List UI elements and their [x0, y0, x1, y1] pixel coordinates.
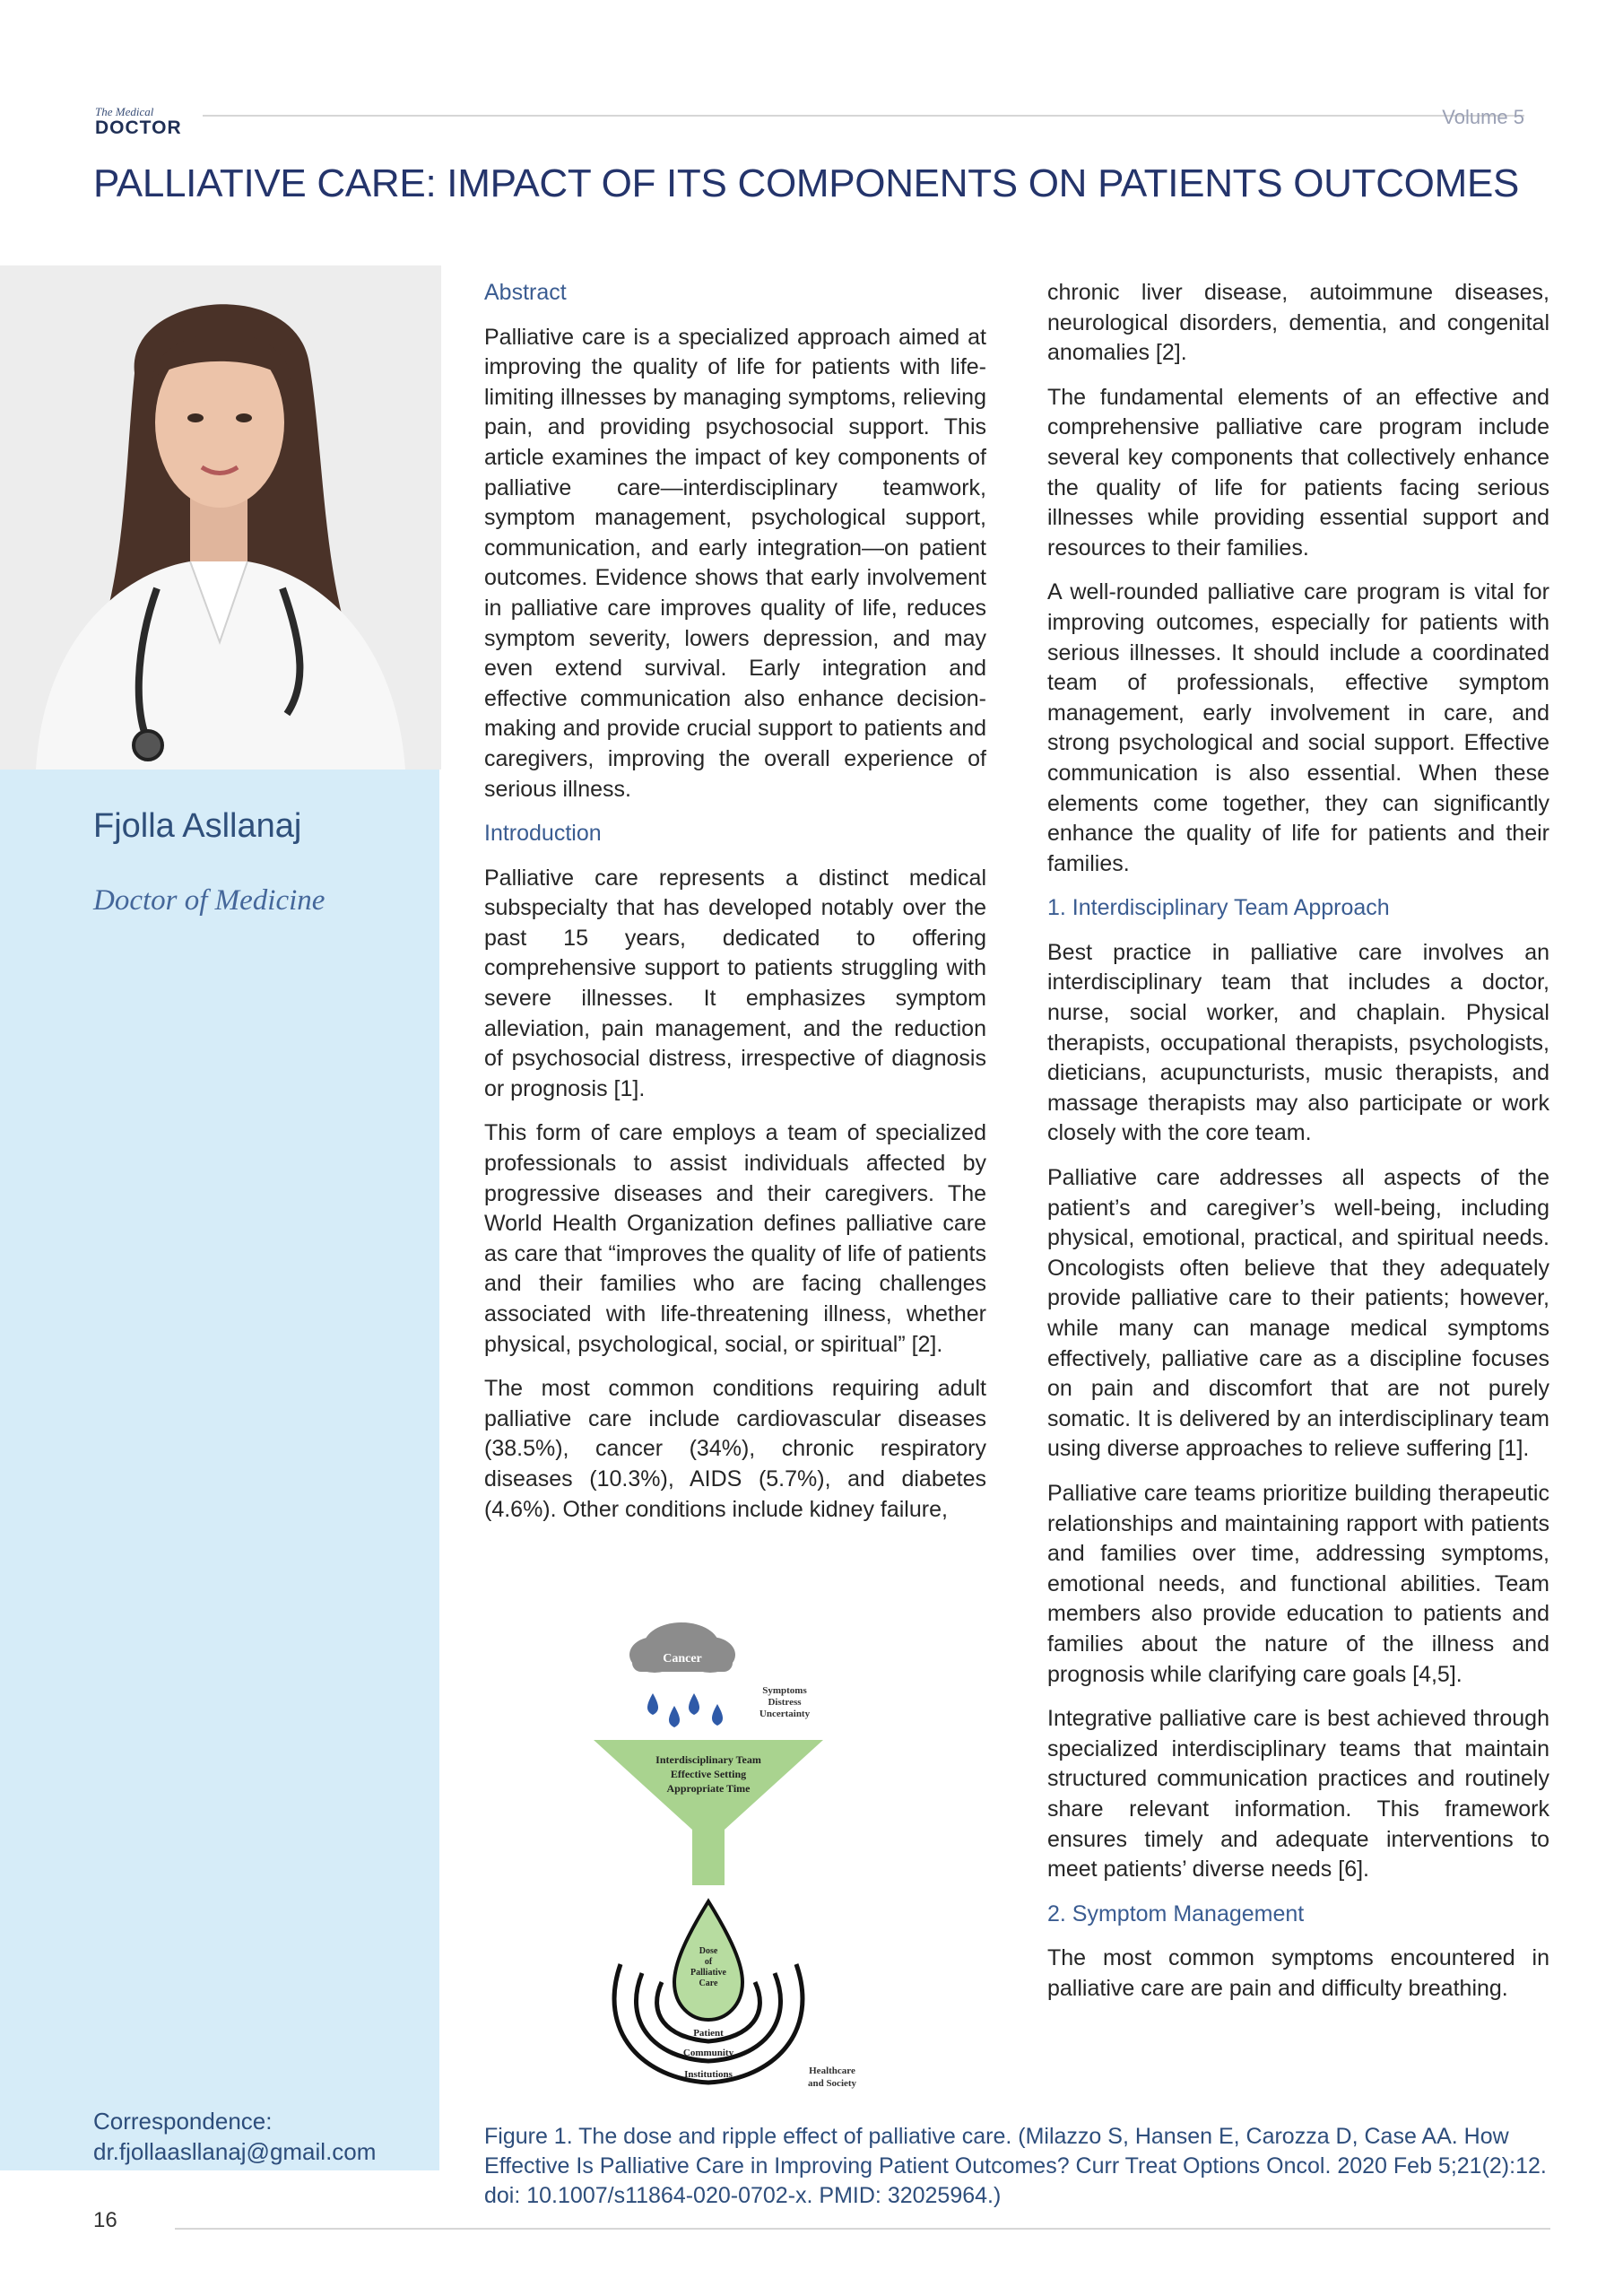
author-title: Doctor of Medicine: [93, 884, 325, 917]
funnel-line-1: Interdisciplinary Team: [655, 1753, 761, 1766]
figure-dose-ripple: [592, 1605, 888, 2099]
ring-label-patient: Patient: [693, 2028, 724, 2039]
section-heading-team: 1. Interdisciplinary Team Approach: [1047, 895, 1390, 921]
drop-line-2: of: [704, 1957, 713, 1967]
right-paragraph-2: The fundamental elements of an effective and comprehensive palliative care program include several key components that collectively enhance the quality of life for patients facing serious illnesses while providing essential support and resources to their families.: [1047, 384, 1549, 561]
footer-divider: [175, 2228, 1550, 2230]
symptoms-line-1: Symptoms: [762, 1685, 807, 1696]
ring-label-institutions: Institutions: [684, 2069, 733, 2080]
intro-paragraph-1: Palliative care represents a distinct medical subspecialty that has developed notably over the past 15 years, dedicated to offering comprehensive support to patients struggling with severe illnesses. It emphasizes symptom alleviation, pain management, and the reduction of psychosocial distress, irrespective of diagnosis or prognosis [1].: [484, 865, 986, 1101]
logo-big-text: DOCTOR: [95, 117, 182, 138]
cloud-label: Cancer: [663, 1652, 702, 1665]
right-paragraph-5: Palliative care addresses all aspects of the patient’s and caregiver’s well-being, including physical, emotional, practical, and spiritual needs. Oncologists often believe that they adequately provide palliative care to their patients; however, while many can manage medical symptoms effectively, palliative care as a discipline focuses on pain and discomfort that are not purely somatic. It is delivered by an interdisciplinary team using diverse approaches to relieve suffering [1].: [1047, 1165, 1549, 1462]
symptoms-line-2: Distress: [768, 1697, 802, 1708]
author-sidebar: [0, 770, 439, 2170]
symptoms-line-3: Uncertainty: [759, 1709, 811, 1719]
right-paragraph-3: A well-rounded palliative care program is vital for improving outcomes, especially for patients with serious illnesses. It should include a coordinated team of professionals, effective symptom management, early involvement in care, and strong psychological and social support. Effective communication is also essential. When these elements come together, they can significantly enhance the quality of life for patients and their families.: [1047, 579, 1549, 876]
journal-logo: [95, 106, 203, 138]
right-paragraph-1: chronic liver disease, autoimmune diseases, neurological disorders, dementia, and congenital anomalies [2].: [1047, 280, 1549, 366]
correspondence-label: Correspondence:: [93, 2108, 273, 2135]
rain-drops: [647, 1693, 723, 1727]
side-line-2: and Society: [807, 2078, 857, 2089]
right-paragraph-7: Integrative palliative care is best achieved through specialized interdisciplinary teams that maintain structured communication practices and routinely share relevant information. This framework ensures timely and adequate interventions to meet patients’ diverse needs [6].: [1047, 1706, 1549, 1883]
side-line-1: Healthcare: [809, 2066, 855, 2076]
abstract-paragraph: Palliative care is a specialized approach aimed at improving the quality of life for patients with life-limiting illnesses by managing symptoms, relieving pain, and providing psychosocial support. This article examines the impact of key components of palliative care—interdisciplinary teamwork, symptom management, psychological support, communication, and early integration—on patient outcomes. Evidence shows that early involvement in palliative care improves quality of life, reduces symptom severity, lowers depression, and may even extend survival. Early integration and effective communication also enhance decision-making and provide crucial support to patients and caregivers, improving the overall experience of serious illness.: [484, 324, 986, 802]
right-paragraph-8: The most common symptoms encountered in palliative care are pain and difficulty breathing.: [1047, 1945, 1549, 2001]
correspondence-email[interactable]: dr.fjollaasllanaj@gmail.com: [93, 2138, 377, 2165]
section-heading-symptom: 2. Symptom Management: [1047, 1900, 1305, 1926]
header-divider: [203, 115, 1524, 117]
figure-caption: Figure 1. The dose and ripple effect of palliative care. (Milazzo S, Hansen E, Carozza D, Case AA. How Effective Is Palliative Care in Improving Patient Outcomes? Curr Treat Options Oncol. 2020 Feb 5;21(2):12. doi: 10.1007/s11864-020-0702-x. PMID: 32025964.): [484, 2124, 1547, 2208]
author-photo: [0, 265, 441, 770]
volume-label: Volume 5: [1442, 106, 1524, 128]
column-middle: [484, 278, 986, 1539]
intro-paragraph-2: This form of care employs a team of specialized professionals to assist individuals affected by progressive diseases and their caregivers. The World Health Organization defines palliative care as care that “improves the quality of life of patients and their families who are facing challenges associated with life-threatening illness, whether physical, psychological, social, or spiritual” [2].: [484, 1120, 986, 1357]
introduction-heading: Introduction: [484, 821, 602, 847]
abstract-heading: Abstract: [484, 280, 567, 305]
right-paragraph-6: Palliative care teams prioritize building therapeutic relationships and maintaining rapport with patients and families over time, addressing symptoms, emotional needs, and functional abilities. Team members also provide education to patients and families about the nature of the illness and prognosis while clarifying care goals [4,5].: [1047, 1480, 1549, 1687]
intro-paragraph-3: The most common conditions requiring adult palliative care include cardiovascular diseases (38.5%), cancer (34%), chronic respiratory diseases (10.3%), AIDS (5.7%), and diabetes (4.6%). Other conditions include kidney failure,: [484, 1376, 986, 1522]
author-name: Fjolla Asllanaj: [93, 807, 302, 845]
drop-line-4: Care: [699, 1979, 718, 1988]
right-paragraph-4: Best practice in palliative care involves an interdisciplinary team that includes a doctor, nurse, social worker, and chaplain. Physical therapists, occupational therapists, psychologists, dieticians, acupuncturists, music therapists, and massage therapists may also participate or work closely with the core team.: [1047, 939, 1549, 1146]
ring-label-community: Community: [682, 2048, 734, 2058]
funnel-line-3: Appropriate Time: [666, 1782, 751, 1795]
column-right: [1047, 278, 1549, 2018]
drop-line-1: Dose: [699, 1946, 718, 1956]
funnel-line-2: Effective Setting: [670, 1768, 747, 1780]
logo-small-text: The Medical: [95, 105, 154, 118]
article-title: PALLIATIVE CARE: IMPACT OF ITS COMPONENTS ON PATIENTS OUTCOMES: [93, 161, 1520, 205]
page-number: 16: [93, 2208, 117, 2232]
drop-line-3: Palliative: [690, 1968, 726, 1978]
